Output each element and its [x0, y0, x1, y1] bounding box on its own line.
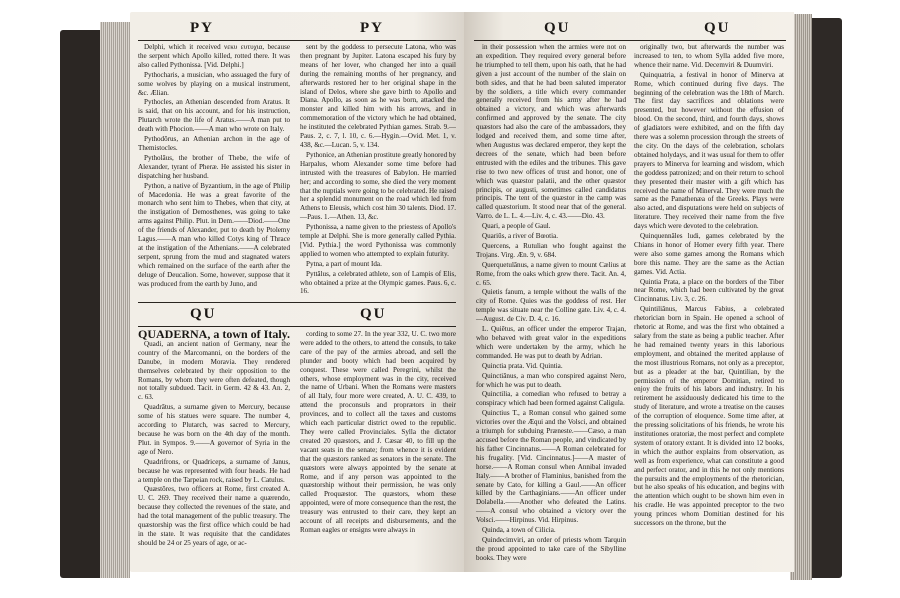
- right-column-2: [634, 43, 784, 529]
- entry: Pyttălus, a celebrated athlete, son of Lampis of Elis, who obtained a prize at the Olympic games. Paus. 6, c. 16.: [300, 269, 456, 296]
- header-rule: [138, 40, 456, 41]
- entry: in their possession when the armies were not on an expedition. They required every general before he triumphed to tell them, upon his oath, that he had given a just account of the number of the slain on both sides, and that he had been saluted imperator by the soldiers, a title which every commander generally received from his army after he had obtained a victory, and which was afterwards confirmed and approved by the senate. The city quæstors had also the care of the ambassadors, they lodged and received them, and some time after, when Augustus was declared emperor, they kept the decrees of the senate, which had been before entrusted with the ediles and the tribunes. This gave rise to two new offices of trust and honor, one of which was quæstor palatii, and the other quæstor principis, or augusti, sometimes called candidatus principis. The tent of the quæstor in the camp was called quæstorium. It stood near that of the general. Varro. de L. L. 4.—Liv. 4, c. 43.——Dio. 43.: [476, 43, 626, 221]
- left-bottom-column-1: [138, 327, 291, 549]
- left-top-column-1: [138, 43, 290, 289]
- section-header-1: QU: [190, 306, 217, 322]
- entry: Quintiliānus, Marcus Fabius, a celebrated rhetorician born in Spain. He opened a school of rhetoric at Rome, and was the first who obtained a salary from the state as being a public teacher. After he had remained twenty years in this laborious employment, and obtained the merited applause of the most illustrious Romans, not only as a preceptor, but as a pleader at the bar, Quintilian, by the permission of the emperor Domitian, retired to enjoy the fruits of his labors and industry. In his retirement he assiduously dedicated his time to the study of literature, and wrote a treatise on the causes of the corruption of eloquence. Some time after, at the pressing solicitations of his friends, he wrote his institutiones oratoriæ, the most perfect and complete system of oratory extant. It is divided into 12 books, in which the author explains from observation, as well as from experience, what can constitute a good and perfect orator, and in this he not only mentions the pursuits and the employments of the rhetorician, but he also speaks of his education, and begins with the attention which ought to be shown him even in his cradle. He was appointed preceptor to the two young princes whom Domitian destined for his successors on the throne, but the: [634, 305, 784, 528]
- right-page: [464, 12, 794, 572]
- entry: Quinda, a town of Cilicia.: [482, 526, 556, 535]
- page-edges-left: [100, 22, 130, 578]
- entry: Quietis fanum, a temple without the walls of the city of Rome. Quies was the goddess of rest. Her temple was situate near the Colline gate. Liv. 4, c. 4.—August. de Civ. D. 4, c. 16.: [476, 288, 626, 324]
- entry: Pytna, a part of mount Ida.: [306, 259, 382, 268]
- entry: originally two, but afterwards the number was increased to ten, to whom Sylla added five more, whence their name. Vid. Decemviri & Duumviri.: [634, 43, 784, 69]
- entry: Quinctilia, a comedian who refused to betray a conspiracy which had been formed against Caligula.: [476, 390, 626, 408]
- left-page: [130, 12, 464, 572]
- running-header-right-1: QU: [544, 20, 571, 36]
- entry: Pythonice, an Athenian prostitute greatly honored by Harpalus, whom Alexander some time before had intrusted with the treasures of Babylon. He married her; and according to some, she died the very moment that the nuptials were going to be celebrated. He raised her a splendid monument on the road which led from Athens to Eleusis, which cost him 30 talents. Diod. 17.—Paus. 1.—Athen. 13, &c.: [300, 150, 457, 222]
- entry: Quinctia prata. Vid. Quintia.: [482, 361, 563, 370]
- entry: Quinctiānus, a man who conspired against Nero, for which he was put to death.: [476, 371, 626, 389]
- entry: Quintia Prata, a place on the borders of the Tiber near Rome, which had been cultivated by the great Cincinnatus. Liv. 3, c. 26.: [634, 277, 784, 304]
- entry: Quæstōres, two officers at Rome, first created A. U. C. 269. They received their name a quærendo, because they collected the revenues of the state, and had the total management of the public treasury. The quæstorship was the first office which could be had in the state. It was requisite that the candidates should be 24 or 25 years of age, or ac-: [138, 485, 290, 547]
- left-top-column-2: [300, 43, 456, 297]
- entry: Pytholāus, the brother of Thebe, the wife of Alexander, tyrant of Pheræ. He assisted his sister in dispatching her husband.: [138, 153, 290, 180]
- entry: Quinquatria, a festival in honor of Minerva at Rome, which continued during five days. The beginning of the celebration was the 18th of March. The first day sacrifices and oblations were presented, but however without the effusion of blood. On the second, third, and fourth days, shows of gladiators were exhibited, and on the fifth day there was a solemn procession through the streets of the city. On the days of the celebration, scholars obtained holydays, and it was usual for them to offer prayers to Minerva for learning and wisdom, which the goddess patronized; and on their return to school they presented their master with a gift which has received the name of Minerval. They were much the same as the Panathenæa of the Greeks. Plays were also acted, and disputations were held on subjects of literature. They received their name from the five days which were devoted to the celebration.: [634, 70, 784, 231]
- right-column-1: [476, 43, 626, 564]
- left-bottom-column-2: [300, 330, 456, 536]
- entry: Pythodōrus, an Athenian archon in the age of Themistocles.: [138, 135, 290, 152]
- entry: Quadrātus, a surname given to Mercury, because some of his statues were square. The number 4, according to Plutarch, was sacred to Mercury, because he was born on the 4th day of the month. Plut. in Sympos. 9.——A governor of Syria in the age of Nero.: [138, 403, 290, 456]
- entry: cording to some 27. In the year 332, U. C. two more were added to the others, to attend the consuls, to take care of the pay of the armies abroad, and sell the plunder and booty which had been acquired by conquest. These were called Peregrini, whilst the others, whose employment was in the city, received the name of Urbani. When the Romans were masters of all Italy, four more were created, A. U. C. 439, to attend the proconsuls and proprætors in their provinces, and to collect all the taxes and customs which each particular district owed to the republic. They were called Provinciales. Sylla the dictator created 20 quæstors, and J. Cæsar 40, to fill up the vacant seats in the senate; from whence it is evident that the quæstors ranked as senators in the senate. The quæstors were always appointed by the senate at Rome, and if any person was appointed to the quæstorship without their permission, he was only called Proquæstor. The quæstors, whom these appointed, were of more consequence than the rest, the treasury was entrusted to their care, they kept an account of all receipts and disbursements, and the Roman eagles or ensigns were always in: [300, 330, 457, 534]
- section-rule: [138, 302, 456, 303]
- entry: Quadrifrons, or Quadriceps, a surname of Janus, because he was represented with four heads. He had a temple on the Tarpeian rock, raised by L. Catulus.: [138, 457, 290, 484]
- entry: Quinquennāles ludi, games celebrated by the Chians in honor of Homer every fifth year. There were also some games among the Romans which bore this name. They are the same as the Actian games. Vid. Actia.: [634, 232, 784, 276]
- entry: L. Quiētus, an officer under the emperor Trajan, who behaved with great valor in the expeditions which were undertaken by the army, which he commanded. He was put to death by Adrian.: [476, 325, 626, 360]
- entry: Quariūs, a river of Bœotia.: [482, 232, 559, 241]
- entry: Pythocharis, a musician, who assuaged the fury of some wolves by playing on a musical instrument, &c. Ælian.: [138, 70, 290, 97]
- entry: sent by the goddess to persecute Latona, who was then pregnant by Jupiter. Latona escaped his fury by means of her lover, who changed her into a quail during the remaining months of her pregnancy, and afterwards restored her to her original shape in the island of Delos, where she gave birth to Apollo and Diana. Apollo, as soon as he was born, attacked the monster and killed him with his arrows, and in commemoration of the victory which he had obtained, he instituted the celebrated Pythian games. Strab. 9.—Paus. 2, c. 7, l. 10, c. 6.—Hygin.—Ovid. Met. 1, v. 438, &c.—Lucan. 5, v. 134.: [300, 43, 456, 149]
- running-header-left-1: PY: [190, 20, 214, 36]
- running-header-left-2: PY: [360, 20, 384, 36]
- entry: Pythocles, an Athenian descended from Aratus. It is said, that on his account, and for his instruction, Plutarch wrote the life of Aratus.——A man put to death with Phocion.——A man who wrote on Italy.: [138, 98, 290, 134]
- entry: Pythonissa, a name given to the priestess of Apollo's temple at Delphi. She is more generally called Pythia. [Vid. Pythia.] the word Pythonissa was commonly applied to women who attempted to explain futurity.: [300, 223, 456, 258]
- entry: Quinctius T., a Roman consul who gained some victories over the Æqui and the Volsci, and obtained a triumph for subduing Præneste.——Cæso, a man accused before the Roman people, and vindicated by his father Cincinnatus.——A Roman celebrated for his frugality. [Vid. Cincinnatus.]——A master of horse.——A Roman consul when Annibal invaded Italy.——A brother of Flaminius, banished from the senate by Cato, for killing a Gaul.——An officer killed by the Carthaginians.——An officer under Dolabella.——Another who defeated the Latins.——A consul who obtained a victory over the Volsci.——Hirpinus. Vid. Hirpinus.: [476, 409, 626, 525]
- section-header-2: QU: [360, 306, 387, 322]
- entry: Quercens, a Rutulian who fought against the Trojans. Virg. Æn. 9, v. 684.: [476, 241, 626, 259]
- entry: Python, a native of Byzantium, in the age of Philip of Macedonia. He was a great favorite of the monarch who sent him to Thebes, when that city, at the instigation of Demosthenes, was going to take arms against Philip. Plut. in Dem.——Diod.——One of the friends of Alexander, put to death by Ptolemy Lagus.——A man who killed Cotys king of Thrace at the instigation of the Athenians.——A celebrated serpent, sprung from the mud and stagnated waters which remained on the surface of the earth after the deluge of Deucalion. Some, however, suppose that it was produced from the earth by Juno, and: [138, 181, 290, 288]
- entry: Delphi, which it received νεκυ ευτυχια, because the serpent which Apollo killed, rotted there. It was also called Pythonissa. [Vid. Delphi.]: [138, 43, 290, 69]
- running-header-right-2: QU: [704, 20, 731, 36]
- entry: Querquetulānus, a name given to mount Cælius at Rome, from the oaks which grew there. Tacit. An. 4, c. 65.: [476, 260, 626, 287]
- entry: Quindecimviri, an order of priests whom Tarquin the proud appointed to take care of the Sibylline books. They were: [476, 535, 626, 562]
- header-rule: [474, 40, 786, 41]
- open-book: [60, 8, 842, 588]
- entry: Quari, a people of Gaul.: [482, 222, 551, 231]
- section-title: QUADERNA, a town of Italy.: [138, 327, 291, 341]
- entry: Quadi, an ancient nation of Germany, near the country of the Marcomanni, on the borders of the Danube, in modern Moravia. They rendered themselves celebrated by their opposition to the Romans, by whom they were often defeated, though not totally subdued. Tacit. in Germ. 42 & 43. An. 2, c. 63.: [138, 339, 290, 402]
